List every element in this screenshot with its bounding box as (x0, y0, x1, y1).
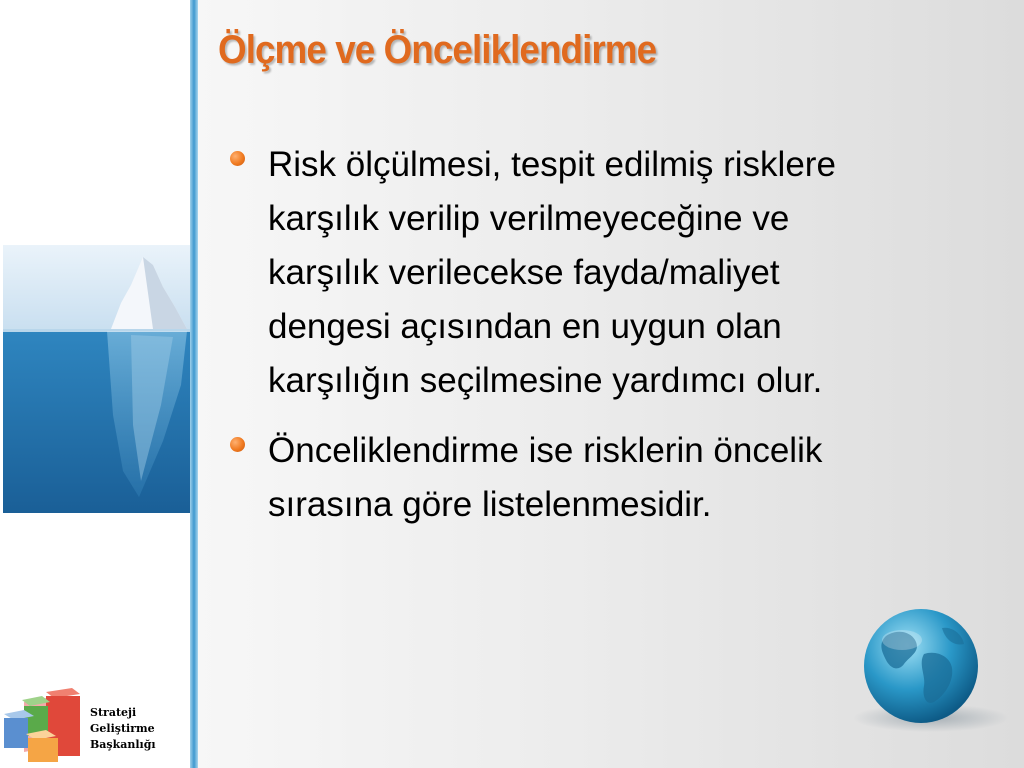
bullet-text: Önceliklendirme ise risklerin öncelik sırasına göre listelenmesidir. (268, 431, 823, 524)
logo-line: Geliştirme (90, 722, 155, 735)
cubes-logo-icon (2, 684, 86, 764)
logo-line: Strateji (90, 706, 137, 719)
bullet-text: Risk ölçülmesi, tespit edilmiş risklere karşılık verilip verilmeyeceğine ve karşılık verilecekse fayda/maliyet dengesi açısından en uygun olan karşılığın seçilmesine yardımcı olur. (268, 145, 836, 400)
side-divider (190, 0, 198, 768)
globe-icon (846, 606, 1016, 736)
bullet-item (228, 424, 868, 532)
bullet-dot-icon (230, 151, 245, 166)
iceberg-image (3, 245, 190, 513)
logo-text (90, 705, 190, 753)
logo-line: Başkanlığı (90, 738, 156, 751)
bullet-item (228, 138, 868, 408)
bullet-list (228, 138, 868, 548)
bullet-dot-icon (230, 437, 245, 452)
slide-title: Ölçme ve Önceliklendirme (218, 28, 657, 72)
